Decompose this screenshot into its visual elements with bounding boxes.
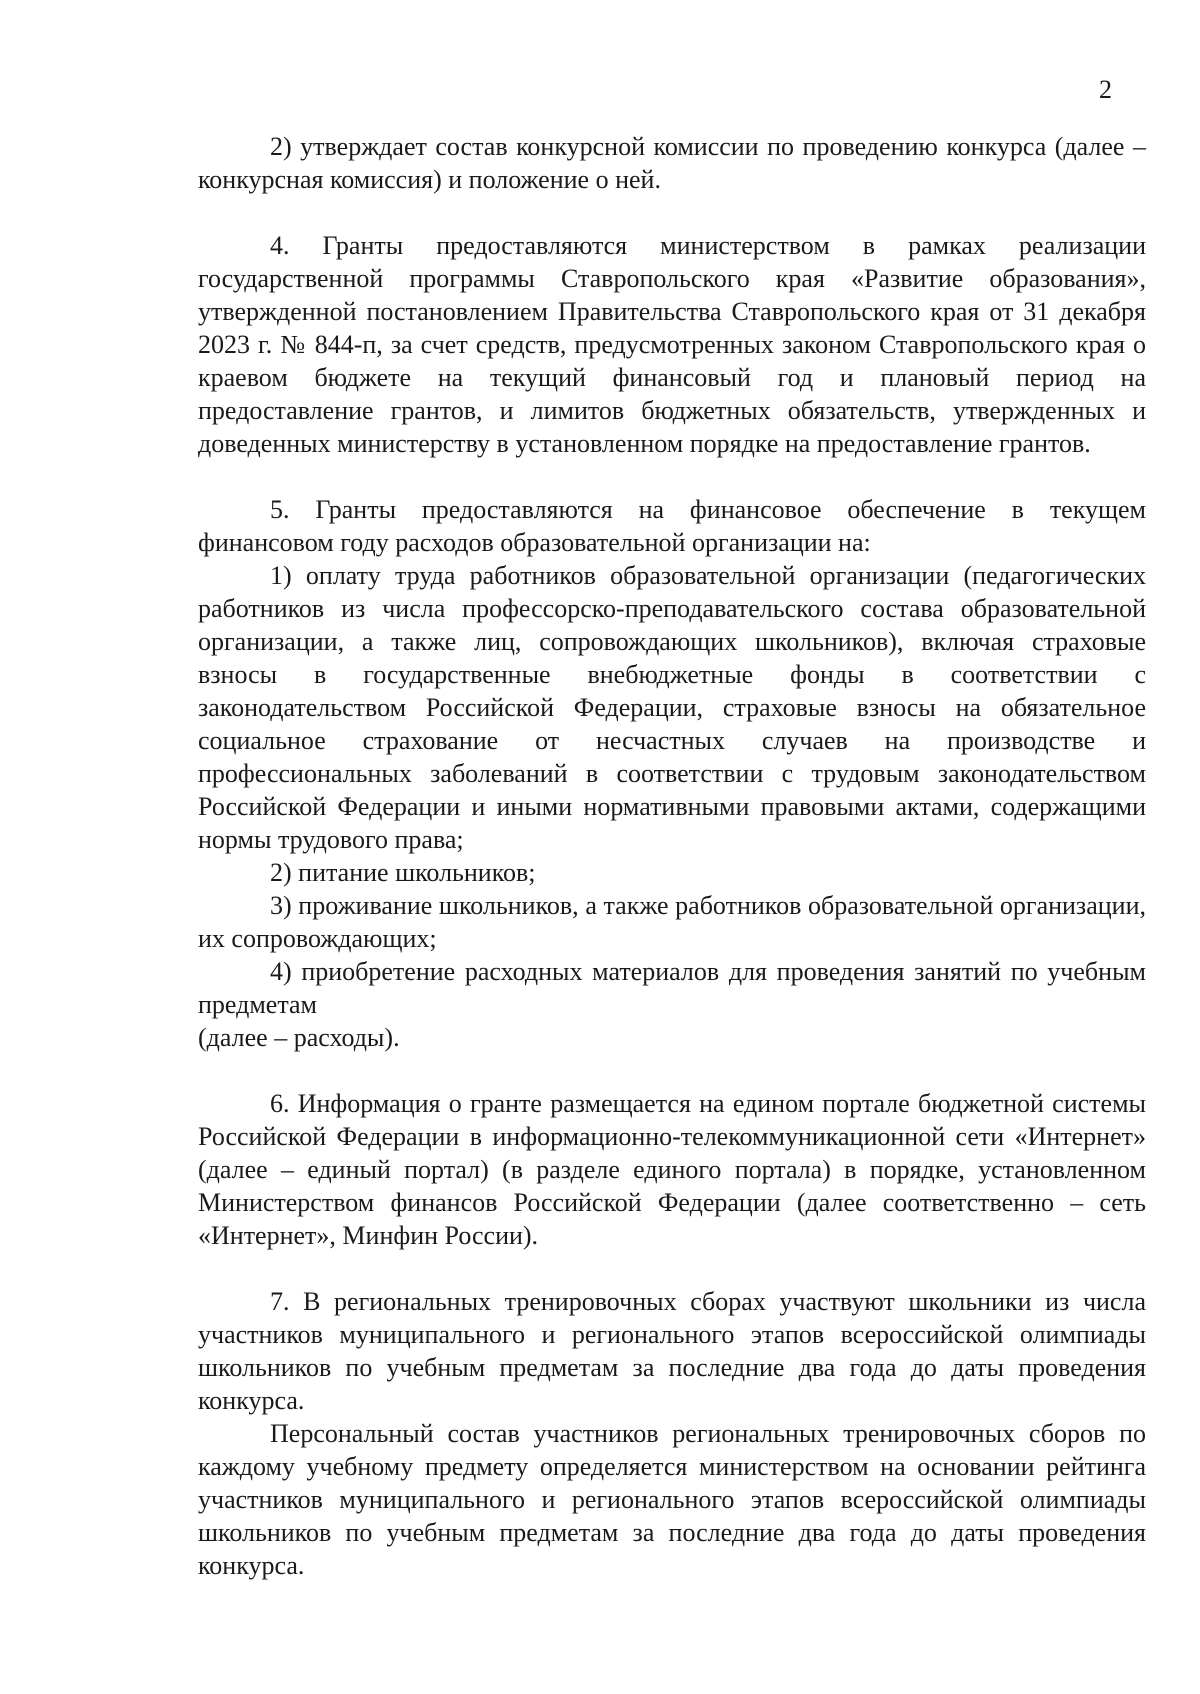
page-number: 2: [1099, 75, 1112, 104]
list-summary: (далее – расходы).: [198, 1023, 400, 1052]
paragraph-gap: [198, 1054, 1146, 1087]
paragraph-participants: Персональный состав участников региональных тренировочных сборов по каждому учебному предмету определяется министерством на основании рейтинга участников муниципального и регионального этапов всероссийской олимпиады школьников по учебным предметам за последние два года до даты проведения конкурса.: [198, 1419, 1146, 1580]
document-body: [198, 130, 1146, 1582]
paragraph-clause-7: 7. В региональных тренировочных сборах участвуют школьники из числа участников муниципального и регионального этапов всероссийской олимпиады школьников по учебным предметам за последние два года до даты проведения конкурса.: [198, 1287, 1146, 1415]
paragraph-clause-2: 2) утверждает состав конкурсной комиссии по проведению конкурса (далее – конкурсная комиссия) и положение о ней.: [198, 132, 1146, 194]
paragraph-gap: [198, 1252, 1146, 1285]
paragraph-clause-5: 5. Гранты предоставляются на финансовое обеспечение в текущем финансовом году расходов образовательной организации на:: [198, 495, 1146, 557]
paragraph-clause-6: 6. Информация о гранте размещается на едином портале бюджетной системы Российской Федерации в информационно-телекоммуникационной сети «Интернет» (далее – единый портал) (в разделе единого портала) в порядке, установленном Министерством финансов Российской Федерации (далее соответственно – сеть «Интернет», Минфин России).: [198, 1089, 1146, 1250]
list-item-labor-payment: 1) оплату труда работников образовательной организации (педагогических работников из числа профессорско-преподавательского состава образовательной организации, а также лиц, сопровождающих школьников), включая страховые взносы в государственные внебюджетные фонды в соответствии с законодательством Российской Федерации, страховые взносы на обязательное социальное страхование от несчастных случаев на производстве и профессиональных заболеваний в соответствии с трудовым законодательством Российской Федерации и иными нормативными правовыми актами, содержащими нормы трудового права;: [198, 561, 1146, 854]
list-item-meals: 2) питание школьников;: [270, 858, 536, 887]
paragraph-gap: [198, 460, 1146, 493]
paragraph-clause-4: 4. Гранты предоставляются министерством в рамках реализации государственной программы Ставропольского края «Развитие образования», утвержденной постановлением Правительства Ставропольского края от 31 декабря 2023 г. № 844-п, за счет средств, предусмотренных законом Ставропольского края о краевом бюджете на текущий финансовый год и плановый период на предоставление грантов, и лимитов бюджетных обязательств, утвержденных и доведенных министерству в установленном порядке на предоставление грантов.: [198, 231, 1146, 458]
list-item-materials: 4) приобретение расходных материалов для проведения занятий по учебным предметам: [198, 957, 1146, 1019]
paragraph-gap: [198, 196, 1146, 229]
list-item-accommodation: 3) проживание школьников, а также работников образовательной организации, их сопровождающих;: [198, 891, 1146, 953]
